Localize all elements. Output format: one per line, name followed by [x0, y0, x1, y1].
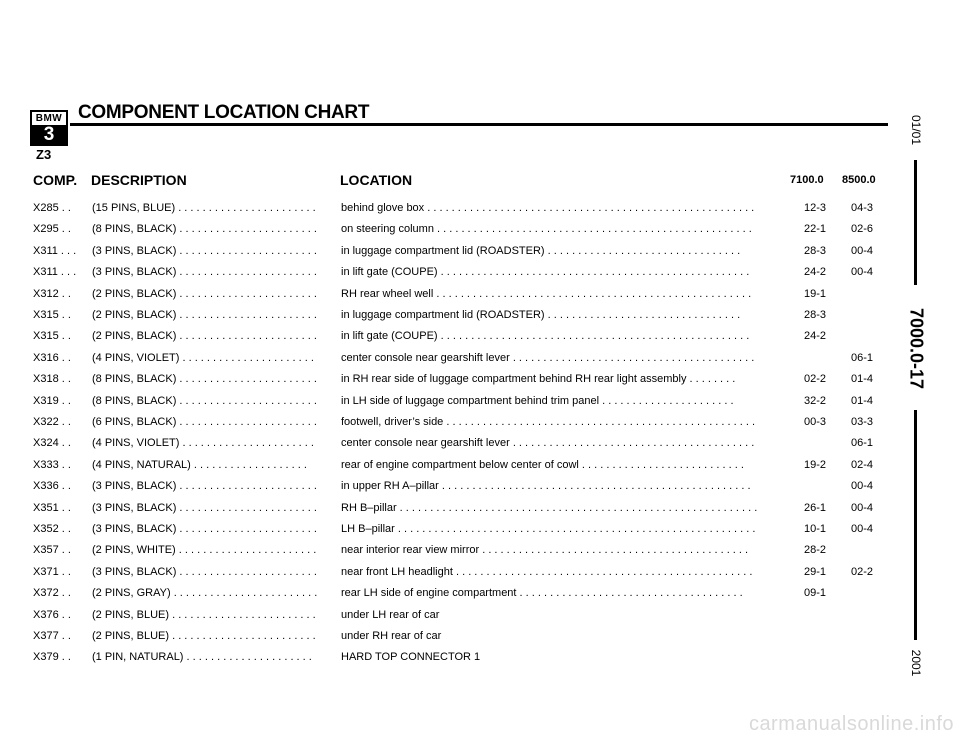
component-description: (15 PINS, BLUE) . . . . . . . . . . . . . . . . . . . . . . . [92, 202, 316, 214]
table-row [0, 458, 900, 478]
component-location: in LH side of luggage compartment behind trim panel . . . . . . . . . . . . . . . . . . . . . . [341, 394, 734, 407]
table-row [0, 394, 900, 414]
ref-8500: 04-3 [850, 202, 874, 214]
component-description: (2 PINS, WHITE) . . . . . . . . . . . . . . . . . . . . . . . [92, 544, 317, 557]
component-description: (3 PINS, BLACK) . . . . . . . . . . . . . . . . . . . . . . . [92, 565, 317, 578]
column-header-location: LOCATION [340, 172, 413, 188]
table-row [0, 244, 900, 264]
component-location: center console near gearshift lever . . . . . . . . . . . . . . . . . . . . . . . . . . . . . . . . . . . . . . . . [341, 437, 755, 450]
title-rule [70, 123, 888, 126]
component-location: behind glove box . . . . . . . . . . . . . . . . . . . . . . . . . . . . . . . . . . . . . . . . . . . . . . . . . . . . . . [341, 202, 755, 214]
component-description: (8 PINS, BLACK) . . . . . . . . . . . . . . . . . . . . . . . [92, 394, 317, 407]
sidebar-rule-top [914, 160, 917, 285]
ref-7100: 00-3 [803, 416, 827, 428]
component-location: under RH rear of car [341, 630, 442, 642]
component-description: (2 PINS, BLUE) . . . . . . . . . . . . . . . . . . . . . . . . [92, 608, 316, 621]
ref-7100: 09-1 [803, 587, 827, 600]
sidebar-page-number: 7000.0-17 [906, 307, 927, 390]
component-description: (8 PINS, BLACK) . . . . . . . . . . . . . . . . . . . . . . . [92, 373, 317, 386]
component-description: (3 PINS, BLACK) . . . . . . . . . . . . . . . . . . . . . . . [92, 244, 317, 257]
component-description: (6 PINS, BLACK) . . . . . . . . . . . . . . . . . . . . . . . [92, 416, 317, 428]
component-location: near front LH headlight . . . . . . . . . . . . . . . . . . . . . . . . . . . . . . . . . . . . . . . . . . . . . . . . . [341, 565, 753, 578]
component-location: footwell, driver’s side . . . . . . . . . . . . . . . . . . . . . . . . . . . . . . . . . . . . . . . . . . . . . . . . . . . [341, 416, 756, 428]
component-location: rear LH side of engine compartment . . . . . . . . . . . . . . . . . . . . . . . . . . . . . . . . . . . . . [341, 587, 743, 600]
ref-7100: 24-2 [803, 330, 827, 343]
table-row [0, 351, 900, 371]
component-location: under LH rear of car [341, 608, 440, 621]
table-row [0, 265, 900, 285]
component-location: RH B–pillar . . . . . . . . . . . . . . . . . . . . . . . . . . . . . . . . . . . . . . . . . . . . . . . . . . . . . . . . . . . [341, 501, 758, 514]
component-description: (2 PINS, BLACK) . . . . . . . . . . . . . . . . . . . . . . . [92, 330, 317, 343]
component-description: (4 PINS, VIOLET) . . . . . . . . . . . . . . . . . . . . . . [92, 351, 314, 364]
component-id: X322 . . [33, 416, 71, 428]
ref-7100: 02-2 [803, 373, 827, 386]
ref-7100: 26-1 [803, 501, 827, 514]
ref-7100: 22-1 [803, 223, 827, 236]
table-row [0, 415, 900, 435]
ref-7100: 28-3 [803, 309, 827, 321]
component-location: in RH rear side of luggage compartment behind RH rear light assembly . . . . . . . . [341, 373, 736, 386]
component-id: X379 . . [33, 651, 71, 664]
ref-8500: 02-4 [850, 458, 874, 471]
component-id: X285 . . [33, 202, 71, 214]
ref-8500: 02-2 [850, 565, 874, 578]
ref-7100: 29-1 [803, 565, 827, 578]
component-id: X295 . . [33, 223, 71, 236]
ref-7100: 28-3 [803, 244, 827, 257]
component-id: X333 . . [33, 458, 71, 471]
sidebar-rule-bottom [914, 410, 917, 640]
ref-7100: 24-2 [803, 266, 827, 279]
table-row [0, 629, 900, 649]
component-description: (4 PINS, VIOLET) . . . . . . . . . . . . . . . . . . . . . . [92, 437, 314, 450]
component-location: near interior rear view mirror . . . . . . . . . . . . . . . . . . . . . . . . . . . . . . . . . . . . . . . . . . . . [341, 544, 749, 557]
component-description: (3 PINS, BLACK) . . . . . . . . . . . . . . . . . . . . . . . [92, 501, 317, 514]
component-description: (2 PINS, BLUE) . . . . . . . . . . . . . . . . . . . . . . . . [92, 630, 316, 642]
component-id: X336 . . [33, 480, 71, 493]
table-row [0, 586, 900, 606]
table-row [0, 436, 900, 456]
component-location: in lift gate (COUPE) . . . . . . . . . . . . . . . . . . . . . . . . . . . . . . . . . . . . . . . . . . . . . . . . . . . [341, 330, 750, 343]
component-description: (1 PIN, NATURAL) . . . . . . . . . . . . . . . . . . . . . [92, 651, 312, 664]
ref-8500: 03-3 [850, 416, 874, 428]
component-location: in luggage compartment lid (ROADSTER) . . . . . . . . . . . . . . . . . . . . . . . . . . . . . . . . [341, 309, 741, 321]
column-header-7100: 7100.0 [790, 174, 824, 186]
table-row [0, 222, 900, 242]
table-row [0, 479, 900, 499]
column-header-comp: COMP. [33, 172, 78, 188]
page-title: COMPONENT LOCATION CHART [78, 102, 370, 123]
bmw-logo [30, 110, 68, 146]
table-row [0, 608, 900, 628]
component-id: X372 . . [33, 587, 71, 600]
component-description: (2 PINS, BLACK) . . . . . . . . . . . . . . . . . . . . . . . [92, 287, 317, 300]
series-number: 3 [43, 124, 55, 145]
table-row [0, 201, 900, 221]
component-description: (4 PINS, NATURAL) . . . . . . . . . . . . . . . . . . . [92, 458, 307, 471]
component-id: X319 . . [33, 394, 71, 407]
component-id: X315 . . [33, 309, 71, 321]
component-location: on steering column . . . . . . . . . . . . . . . . . . . . . . . . . . . . . . . . . . . . . . . . . . . . . . . . . . . . [341, 223, 752, 236]
component-id: X351 . . [33, 501, 71, 514]
table-row [0, 329, 900, 349]
component-id: X315 . . [33, 330, 71, 343]
component-location: in luggage compartment lid (ROADSTER) . . . . . . . . . . . . . . . . . . . . . . . . . . . . . . . . [341, 244, 741, 257]
component-id: X318 . . [33, 373, 71, 386]
table-row [0, 287, 900, 307]
component-description: (2 PINS, GRAY) . . . . . . . . . . . . . . . . . . . . . . . . [92, 587, 318, 600]
component-id: X324 . . [33, 437, 71, 450]
component-location: center console near gearshift lever . . . . . . . . . . . . . . . . . . . . . . . . . . . . . . . . . . . . . . . . [341, 351, 755, 364]
component-description: (2 PINS, BLACK) . . . . . . . . . . . . . . . . . . . . . . . [92, 309, 317, 321]
ref-8500: 01-4 [850, 373, 874, 386]
model-label: Z3 [36, 147, 52, 162]
ref-8500: 00-4 [850, 523, 874, 535]
ref-8500: 01-4 [850, 394, 874, 407]
component-description: (3 PINS, BLACK) . . . . . . . . . . . . . . . . . . . . . . . [92, 480, 317, 493]
brand-label: BMW [32, 112, 66, 125]
component-id: X371 . . [33, 565, 71, 578]
table-row [0, 501, 900, 521]
component-id: X312 . . [33, 287, 71, 300]
component-id: X357 . . [33, 544, 71, 557]
ref-8500: 06-1 [850, 351, 874, 364]
sidebar-date: 01/01 [909, 114, 923, 146]
table-row [0, 308, 900, 328]
sidebar-year: 2001 [909, 649, 923, 677]
ref-7100: 19-1 [803, 287, 827, 300]
ref-8500: 00-4 [850, 480, 874, 493]
table-row [0, 565, 900, 585]
ref-7100: 12-3 [803, 202, 827, 214]
component-id: X352 . . [33, 523, 71, 535]
component-location: in upper RH A–pillar . . . . . . . . . . . . . . . . . . . . . . . . . . . . . . . . . . . . . . . . . . . . . . . . . . . [341, 480, 751, 493]
table-row [0, 543, 900, 563]
watermark: carmanualsonline.info [748, 713, 954, 735]
ref-8500: 00-4 [850, 266, 874, 279]
component-description: (3 PINS, BLACK) . . . . . . . . . . . . . . . . . . . . . . . [92, 266, 317, 279]
component-location: LH B–pillar . . . . . . . . . . . . . . . . . . . . . . . . . . . . . . . . . . . . . . . . . . . . . . . . . . . . . . . . . . . [341, 523, 756, 535]
component-id: X316 . . [33, 351, 71, 364]
component-id: X311 . . . [33, 244, 77, 257]
table-row [0, 372, 900, 392]
ref-7100: 10-1 [803, 523, 827, 535]
component-location: HARD TOP CONNECTOR 1 [341, 651, 481, 664]
ref-8500: 06-1 [850, 437, 874, 450]
ref-7100: 32-2 [803, 394, 827, 407]
component-description: (8 PINS, BLACK) . . . . . . . . . . . . . . . . . . . . . . . [92, 223, 317, 236]
ref-8500: 00-4 [850, 244, 874, 257]
column-header-description: DESCRIPTION [91, 172, 187, 188]
ref-8500: 00-4 [850, 501, 874, 514]
component-location: in lift gate (COUPE) . . . . . . . . . . . . . . . . . . . . . . . . . . . . . . . . . . . . . . . . . . . . . . . . . . . [341, 266, 750, 279]
ref-7100: 19-2 [803, 458, 827, 471]
table-row [0, 522, 900, 542]
component-location: RH rear wheel well . . . . . . . . . . . . . . . . . . . . . . . . . . . . . . . . . . . . . . . . . . . . . . . . . . . . [341, 287, 752, 300]
table-row [0, 650, 900, 670]
component-id: X311 . . . [33, 266, 77, 279]
ref-8500: 02-6 [850, 223, 874, 236]
ref-7100: 28-2 [803, 544, 827, 557]
component-id: X376 . . [33, 608, 71, 621]
column-header-8500: 8500.0 [842, 174, 876, 186]
component-description: (3 PINS, BLACK) . . . . . . . . . . . . . . . . . . . . . . . [92, 523, 317, 535]
component-id: X377 . . [33, 630, 71, 642]
component-location: rear of engine compartment below center of cowl . . . . . . . . . . . . . . . . . . . . . . . . . . . [341, 458, 744, 471]
